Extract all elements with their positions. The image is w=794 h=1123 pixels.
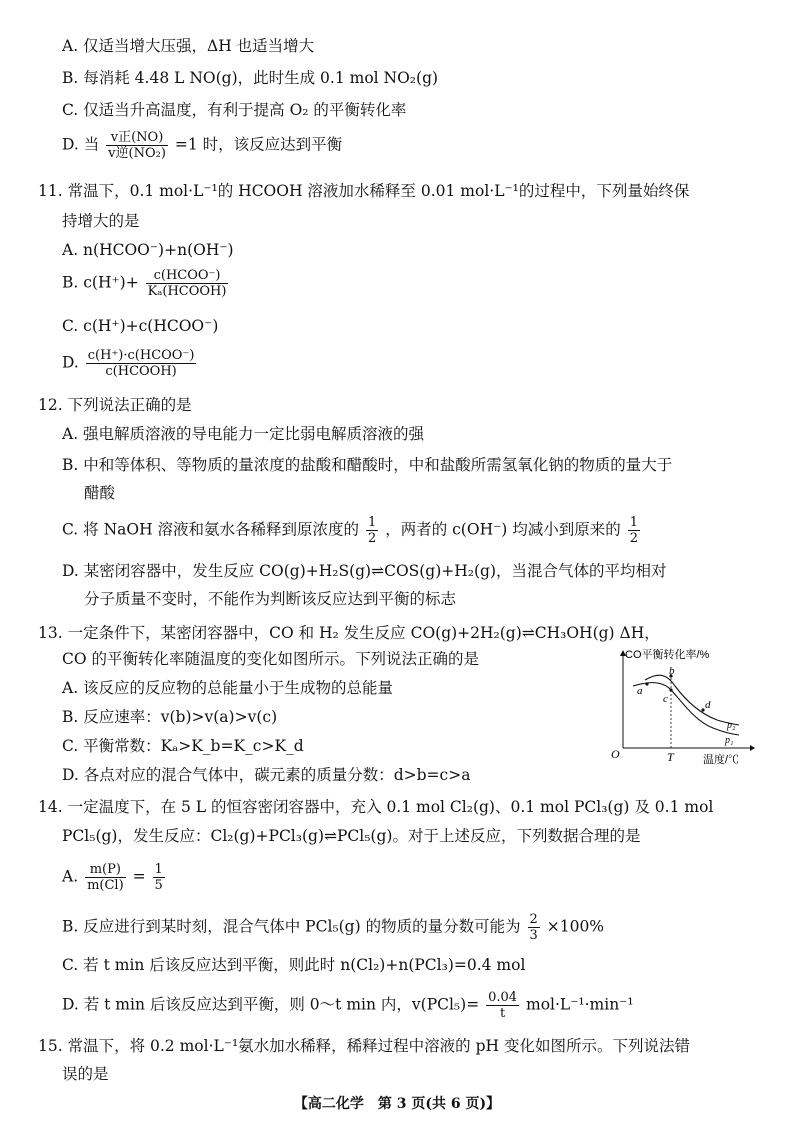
- page-footer: 【高二化学 第 3 页(共 6 页)】: [293, 1096, 501, 1112]
- q14-a-denominator: m(Cl): [87, 878, 124, 893]
- q11-b-numerator: c(HCOO⁻): [146, 268, 229, 284]
- q13-option-d: D. 各点对应的混合气体中，碳元素的质量分数：d>b=c>a: [62, 766, 471, 784]
- q12-option-d-line1: D. 某密闭容器中，发生反应 CO(g)+H₂S(g)⇌COS(g)+H₂(g)，当混合气体的平均相对: [62, 562, 667, 580]
- q12-c-fraction2-num: 1: [629, 515, 638, 530]
- q11-stem-line1: 11. 常温下，0.1 mol·L⁻¹的 HCOOH 溶液加水稀释至 0.01 mol·L⁻¹的过程中，下列量始终保: [38, 182, 690, 200]
- q14-a-prefix: A.: [62, 867, 79, 886]
- chart-y-label: CO平衡转化率/%: [625, 649, 710, 661]
- q14-option-c: C. 若 t min 后该反应达到平衡，则此时 n(Cl₂)+n(PCl₃)=0.4 mol: [62, 956, 526, 974]
- q14-a-ratio-den: 5: [154, 878, 163, 893]
- q11-option-c: C. c(H⁺)+c(HCOO⁻): [62, 317, 219, 335]
- q13-option-c: C. 平衡常数：Kₐ>K_b=K_c>K_d: [62, 737, 304, 755]
- q14-option-d: [62, 990, 634, 1021]
- q14-a-ratio: [153, 862, 165, 893]
- curve-p2: [645, 675, 739, 725]
- chart-point-b-label: b: [669, 665, 675, 677]
- q12-c-middle: ，两者的 c(OH⁻) 均减小到原来的: [385, 520, 621, 539]
- q12-option-a: A. 强电解质溶液的导电能力一定比弱电解质溶液的强: [62, 425, 425, 443]
- q13-stem-line2: CO 的平衡转化率随温度的变化如图所示。下列说法正确的是: [62, 650, 479, 668]
- q14-d-numerator: 0.04: [488, 990, 518, 1005]
- q14-d-denominator: t: [499, 1006, 506, 1021]
- chart-p2-label: p₂: [727, 720, 736, 731]
- q14-b-denominator: 3: [529, 928, 538, 943]
- q10-d-numerator: v正(NO): [106, 130, 168, 146]
- q11-option-a: A. n(HCOO⁻)+n(OH⁻): [62, 241, 234, 259]
- q10-option-b: B. 每消耗 4.48 L NO(g)，此时生成 0.1 mol NO₂(g): [62, 69, 439, 87]
- q14-b-suffix: ×100%: [546, 917, 605, 936]
- q14-a-fraction: [85, 862, 126, 893]
- chart-p1-label: p₁: [725, 735, 734, 746]
- q15-stem-line2: 误的是: [62, 1065, 109, 1083]
- q10-d-fraction: [106, 130, 168, 161]
- q12-c-fraction1-den: 2: [367, 531, 377, 546]
- q11-b-denominator: Kₐ(HCOOH): [147, 284, 227, 299]
- q12-option-c: [62, 515, 642, 546]
- q14-b-fraction: [528, 912, 540, 943]
- q11-d-numerator: c(H⁺)·c(HCOO⁻): [87, 348, 195, 363]
- q10-d-prefix: D. 当: [62, 135, 100, 154]
- q13-option-a: A. 该反应的反应物的总能量小于生成物的总能量: [62, 679, 394, 697]
- q12-option-d-line2: 分子质量不变时，不能作为判断该反应达到平衡的标志: [84, 590, 457, 608]
- q12-c-fraction2-den: 2: [629, 531, 638, 546]
- q14-b-numerator: 2: [529, 912, 538, 927]
- q11-option-d: [62, 348, 198, 379]
- q10-d-suffix: =1 时，该反应达到平衡: [174, 135, 343, 154]
- q14-d-prefix: D. 若 t min 后该反应达到平衡，则 0～t min 内，v(PCl₅)=: [62, 995, 480, 1014]
- q11-b-fraction: [146, 268, 229, 299]
- q11-option-b: [62, 268, 230, 299]
- point-a: [645, 682, 648, 685]
- q15-stem-line1: 15. 常温下，将 0.2 mol·L⁻¹氨水加水稀释，稀释过程中溶液的 pH 变化如图所示。下列说法错: [38, 1037, 690, 1055]
- q13-option-b: B. 反应速率：v(b)>v(a)>v(c): [62, 708, 278, 726]
- q12-c-fraction1: [366, 515, 378, 546]
- chart-t-label: T: [667, 750, 674, 764]
- chart-x-label: 温度/℃: [703, 754, 740, 766]
- chart-point-a-label: a: [637, 685, 643, 697]
- q14-option-a: [62, 862, 167, 893]
- q14-a-equals: =: [132, 867, 146, 886]
- q14-stem-line1: 14. 一定温度下，在 5 L 的恒容密闭容器中，充入 0.1 mol Cl₂(g)、0.1 mol PCl₃(g) 及 0.1 mol: [38, 798, 714, 816]
- q13-conversion-temperature-figure: [605, 644, 755, 766]
- point-c: [669, 688, 672, 691]
- chart-origin-label: O: [611, 747, 620, 761]
- q14-stem-line2: PCl₅(g)，发生反应：Cl₂(g)+PCl₃(g)⇌PCl₅(g)。对于上述反应，下列数据合理的是: [62, 827, 641, 845]
- q11-d-fraction: [86, 348, 197, 379]
- chart-point-c-label: c: [663, 693, 668, 705]
- q14-b-prefix: B. 反应进行到某时刻，混合气体中 PCl₅(g) 的物质的量分数可能为: [62, 917, 521, 936]
- q10-option-d: [62, 130, 342, 161]
- q14-a-ratio-num: 1: [154, 862, 163, 877]
- q10-option-c: C. 仅适当升高温度，有利于提高 O₂ 的平衡转化率: [62, 101, 407, 119]
- curve-p1: [633, 683, 739, 735]
- q12-option-b-line1: B. 中和等体积、等物质的量浓度的盐酸和醋酸时，中和盐酸所需氢氧化钠的物质的量大于: [62, 456, 673, 474]
- q11-b-prefix: B. c(H⁺)+: [62, 273, 139, 292]
- q14-d-fraction: [486, 990, 519, 1021]
- q12-stem: 12. 下列说法正确的是: [38, 396, 192, 414]
- q14-a-numerator: m(P): [85, 862, 126, 878]
- x-axis-arrow: [750, 745, 755, 751]
- q10-option-a: A. 仅适当增大压强，ΔH 也适当增大: [62, 37, 315, 55]
- q10-d-denominator: v逆(NO₂): [108, 146, 166, 161]
- q11-d-prefix: D.: [62, 353, 79, 372]
- q12-c-fraction2: [628, 515, 640, 546]
- q11-stem-line2: 持增大的是: [62, 212, 140, 230]
- chart-point-d-label: d: [705, 699, 711, 711]
- q12-c-prefix: C. 将 NaOH 溶液和氨水各稀释到原浓度的: [62, 520, 360, 539]
- q14-option-b: [62, 912, 604, 943]
- q12-c-fraction1-num: 1: [367, 515, 377, 530]
- q12-option-b-line2: 醋酸: [84, 484, 116, 502]
- q11-d-denominator: c(HCOOH): [105, 364, 177, 379]
- q13-stem-line1: 13. 一定条件下，某密闭容器中，CO 和 H₂ 发生反应 CO(g)+2H₂(g)⇌CH₃OH(g) ΔH，: [38, 624, 660, 642]
- q14-d-suffix: mol·L⁻¹·min⁻¹: [526, 995, 634, 1014]
